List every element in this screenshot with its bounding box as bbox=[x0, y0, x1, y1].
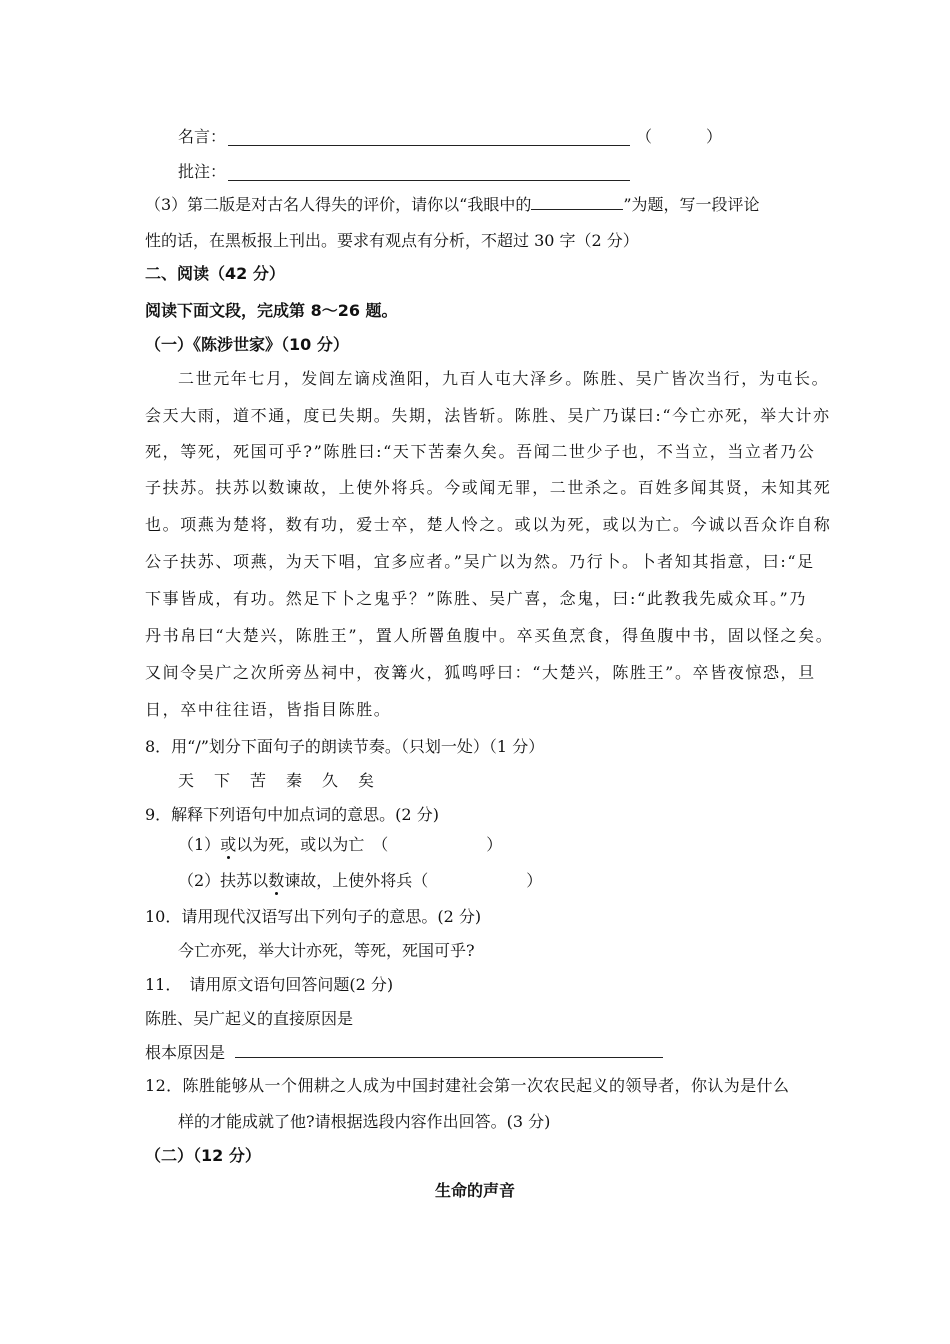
passage-line: 公子扶苏、项燕，为天下唱，宜多应者。”吴广以为然。乃行卜。卜者知其指意，曰:“足 bbox=[145, 552, 815, 571]
passage-line: 也。项燕为楚将，数有功，爱士卒，楚人怜之。或以为死，或以为亡。今诚以吾众诈自称 bbox=[145, 515, 832, 534]
q3-blank[interactable] bbox=[531, 195, 623, 210]
passage-line: 下事皆成，有功。然足下卜之鬼乎？”陈胜、吴广喜，念鬼，曰:“此教我先威众耳。”乃 bbox=[145, 589, 807, 608]
part2-title: 生命的声音 bbox=[434, 1181, 515, 1200]
reading-instruction: 阅读下面文段，完成第 8～26 题。 bbox=[145, 301, 398, 320]
passage-line: 子扶苏。扶苏以数谏故，上使外将兵。今或闻无罪，二世杀之。百姓多闻其贤，未知其死 bbox=[145, 478, 832, 497]
q9-item2-close: ） bbox=[526, 871, 543, 890]
q3-line2: 性的话，在黑板报上刊出。要求有观点有分析，不超过 30 字（2 分） bbox=[145, 231, 639, 250]
q3-line1 bbox=[145, 194, 760, 216]
q9-item2-post: 谏故，上使外将兵（ bbox=[284, 871, 429, 890]
q8-sentence: 天 下 苦 秦 久 矣 bbox=[178, 771, 377, 790]
passage-line: 死，等死，死国可乎?”陈胜曰:“天下苦秦久矣。吾闻二世少子也，不当立，当立者乃公 bbox=[145, 442, 816, 461]
passage-line: 会天大雨，道不通，度已失期。失期，法皆斩。陈胜、吴广乃谋曰:“今亡亦死，举大计亦 bbox=[145, 406, 831, 425]
comment-label: 批注： bbox=[178, 162, 227, 181]
passage-line: 二世元年七月，发闾左谪戍渔阳，九百人屯大泽乡。陈胜、吴广皆次当行，为屯长。 bbox=[178, 369, 830, 388]
q11-answer-line[interactable] bbox=[235, 1057, 663, 1058]
q3-line1-a: （3）第二版是对古名人得失的评价，请你以“我眼中的 bbox=[145, 195, 532, 214]
passage-line: 又间令吴广之次所旁丛祠中，夜篝火，狐鸣呼曰：“大楚兴，陈胜王”。卒皆夜惊恐，旦 bbox=[145, 663, 816, 682]
motto-answer-line[interactable] bbox=[228, 145, 630, 146]
motto-paren-close: ） bbox=[706, 127, 723, 146]
motto-paren-open: （ bbox=[636, 127, 653, 146]
motto-label: 名言： bbox=[178, 127, 227, 146]
q9-item1-dotted-word: 或 bbox=[220, 835, 237, 854]
comment-answer-line[interactable] bbox=[228, 180, 630, 181]
q9-item2 bbox=[178, 870, 542, 892]
q8-text: 8．用“/”划分下面句子的朗读节奏。（只划一处）（1 分） bbox=[145, 737, 545, 756]
q9-item1-close: ） bbox=[486, 835, 503, 854]
q9-item2-pre: （2）扶苏以 bbox=[178, 871, 269, 890]
q12-line2: 样的才能成就了他?请根据选段内容作出回答。(3 分) bbox=[178, 1112, 551, 1131]
q12-line1: 12．陈胜能够从一个佣耕之人成为中国封建社会第一次农民起义的领导者，你认为是什么 bbox=[145, 1076, 790, 1095]
q9-text: 9．解释下列语句中加点词的意思。(2 分) bbox=[145, 805, 439, 824]
part1-heading: （一）《陈涉世家》（10 分） bbox=[145, 335, 349, 354]
q11-text: 11． 请用原文语句回答问题(2 分) bbox=[145, 975, 394, 994]
q11-root-cause: 根本原因是 bbox=[145, 1043, 226, 1062]
q10-sentence: 今亡亦死，举大计亦死，等死，死国可乎? bbox=[178, 941, 475, 960]
q3-line1-b: ”为题，写一段评论 bbox=[623, 195, 760, 214]
q10-text: 10．请用现代汉语写出下列句子的意思。(2 分) bbox=[145, 907, 482, 926]
passage-line: 丹书帛曰“大楚兴，陈胜王”，置人所罾鱼腹中。卒买鱼烹食，得鱼腹中书，固以怪之矣。 bbox=[145, 626, 834, 645]
q9-item1 bbox=[178, 834, 502, 856]
part2-heading: （二）（12 分） bbox=[145, 1146, 261, 1165]
q9-item2-dotted-word: 数 bbox=[268, 871, 285, 890]
q9-item1-post: 以为死，或以为亡 （ bbox=[236, 835, 389, 854]
passage-line: 日，卒中往往语，皆指目陈胜。 bbox=[145, 700, 392, 719]
q11-direct-cause: 陈胜、吴广起义的直接原因是 bbox=[145, 1009, 354, 1028]
q9-item1-pre: （1） bbox=[178, 835, 221, 854]
section2-heading: 二、阅读（42 分） bbox=[145, 264, 285, 283]
